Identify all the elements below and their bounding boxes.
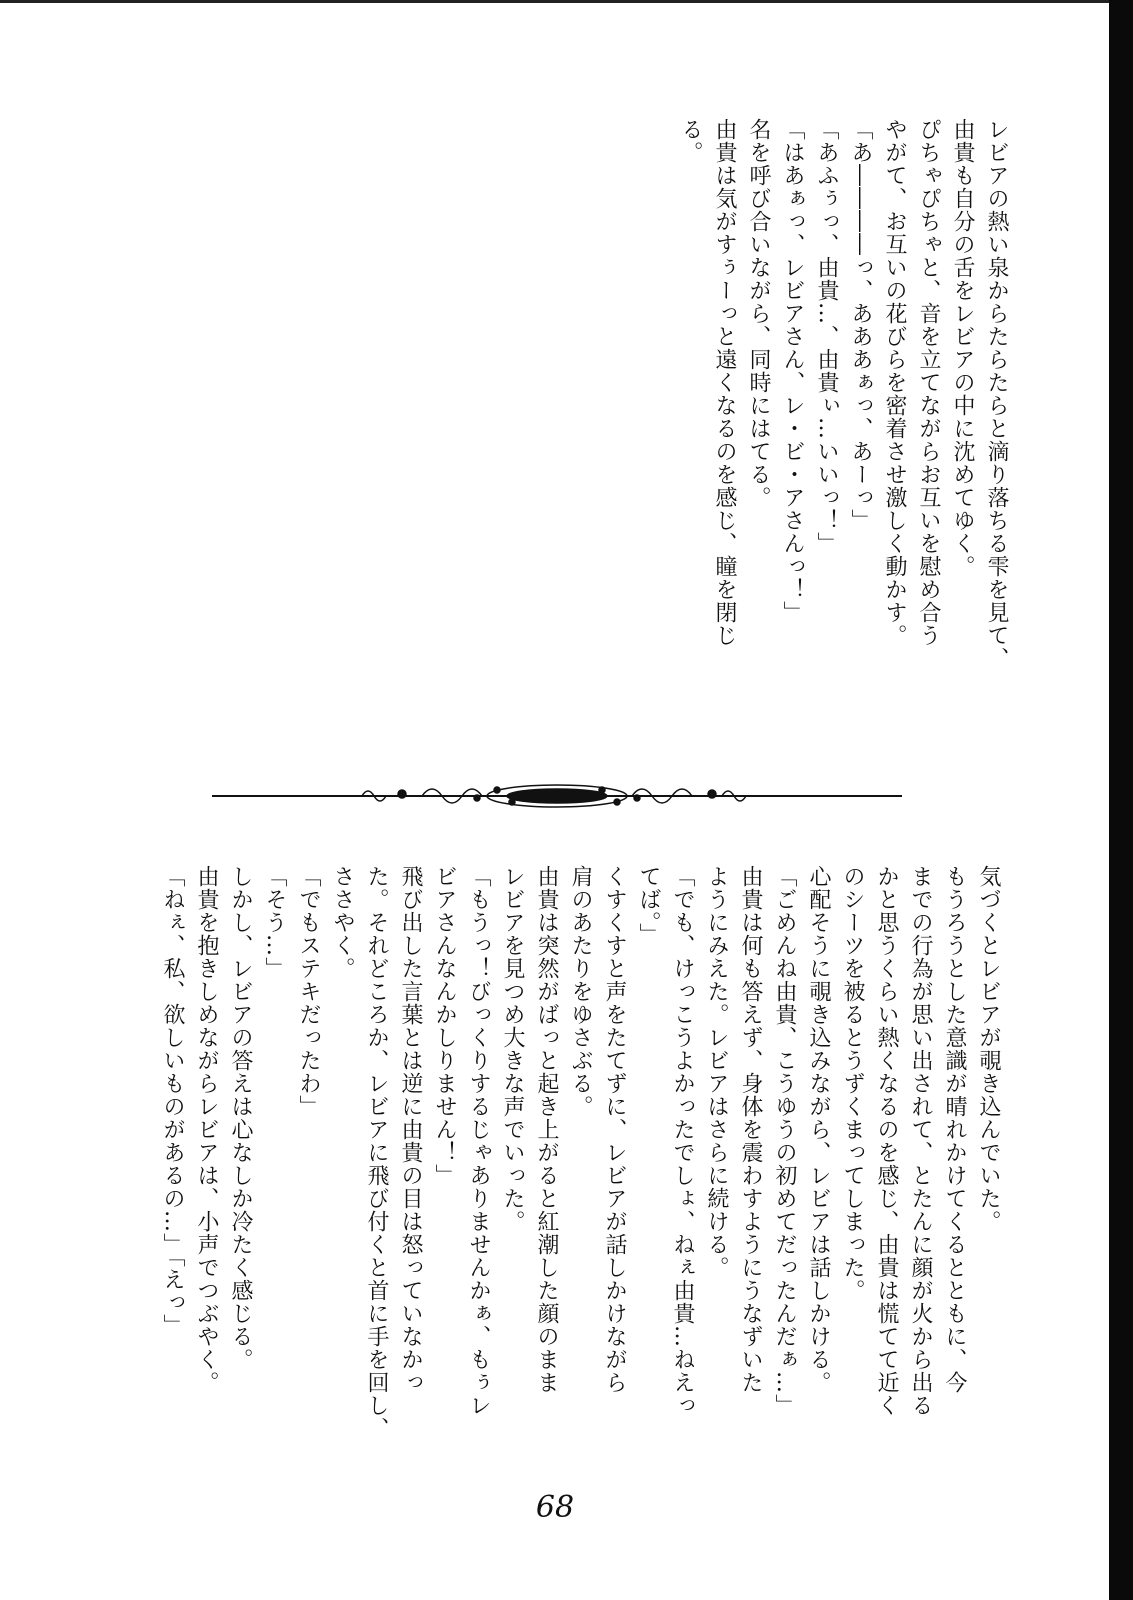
- text-line: ビアさんなんかしりません！」: [432, 865, 457, 1187]
- text-line: レビアを見つめ大きな声でいった。: [500, 865, 525, 1233]
- text-line: 由貴も自分の舌をレビアの中に沈めてゆく。: [950, 118, 975, 578]
- text-line: くすくすと声をたてずに、レビアが話しかけながら: [602, 865, 627, 1394]
- text-line: のシーツを被るとうずくまってしまった。: [840, 865, 865, 1302]
- page-top-edge: [0, 0, 1109, 3]
- text-line: 「ねぇ、私、欲しいものがあるの…」「えっ」: [160, 865, 185, 1337]
- text-line: る。: [678, 118, 703, 164]
- text-line: 気づくとレビアが覗き込んでいた。: [976, 865, 1001, 1233]
- text-line: 「でもステキだったわ」: [296, 865, 321, 1118]
- bottom-text-block: [155, 865, 1005, 1440]
- text-line: 由貴は突然がばっと起き上がると紅潮した顔のまま: [534, 865, 559, 1394]
- top-text-block: [673, 118, 1013, 758]
- text-line: 「はあぁっ、レビアさん、レ・ビ・アさんっ！」: [780, 118, 805, 624]
- text-line: やがて、お互いの花びらを密着させ激しく動かす。: [882, 118, 907, 647]
- scan-edge-bar: [1109, 0, 1133, 1600]
- text-line: までの行為が思い出されて、とたんに顔が火から出る: [908, 865, 933, 1417]
- text-line: ぴちゃぴちゃと、音を立てながらお互いを慰め合う: [916, 118, 941, 647]
- text-line: 由貴は何も答えず、身体を震わすようにうなずいた: [738, 865, 763, 1394]
- text-line: もうろうとした意識が晴れかけてくるとともに、今: [942, 865, 967, 1394]
- text-line: ようにみえた。レビアはさらに続ける。: [704, 865, 729, 1279]
- text-line: ささやく。: [330, 865, 355, 980]
- text-line: 心配そうに覗き込みながら、レビアは話しかける。: [806, 865, 831, 1394]
- text-line: かと思うくらい熱くなるのを感じ、由貴は慌てて近く: [874, 865, 899, 1417]
- text-line: 飛び出した言葉とは逆に由貴の目は怒っていなかっ: [398, 865, 423, 1394]
- text-line: レビアの熱い泉からたらたらと滴り落ちる雫を見て、: [984, 118, 1009, 670]
- text-line: た。それどころか、レビアに飛び付くと首に手を回し、: [364, 865, 389, 1440]
- text-line: 「もうっ！びっくりするじゃありませんかぁ、もぅレ: [466, 865, 491, 1417]
- text-line: 「そう…」: [262, 865, 287, 980]
- text-line: 「あふぅっ、由貴…、由貴ぃ…いいっ！」: [814, 118, 839, 555]
- text-line: 由貴は気がすぅーっと遠くなるのを感じ、瞳を閉じ: [712, 118, 737, 647]
- text-line: 「あ――――っ、あああぁっ、あーっ」: [848, 118, 873, 532]
- text-line: 「ごめんね由貴、こうゆうの初めてだったんだぁ…」: [772, 865, 797, 1417]
- text-line: 由貴を抱きしめながらレビアは、小声でつぶやく。: [194, 865, 219, 1394]
- text-line: 肩のあたりをゆさぶる。: [568, 865, 593, 1118]
- text-line: てば。」: [636, 865, 661, 946]
- page-number: 68: [535, 1490, 575, 1525]
- text-line: 名を呼び合いながら、同時にはてる。: [746, 118, 771, 509]
- divider-ornament: [212, 780, 902, 810]
- text-line: しかし、レビアの答えは心なしか冷たく感じる。: [228, 865, 253, 1371]
- text-line: 「でも、けっこうよかったでしょ、ねぇ由貴…ねえっ: [670, 865, 695, 1417]
